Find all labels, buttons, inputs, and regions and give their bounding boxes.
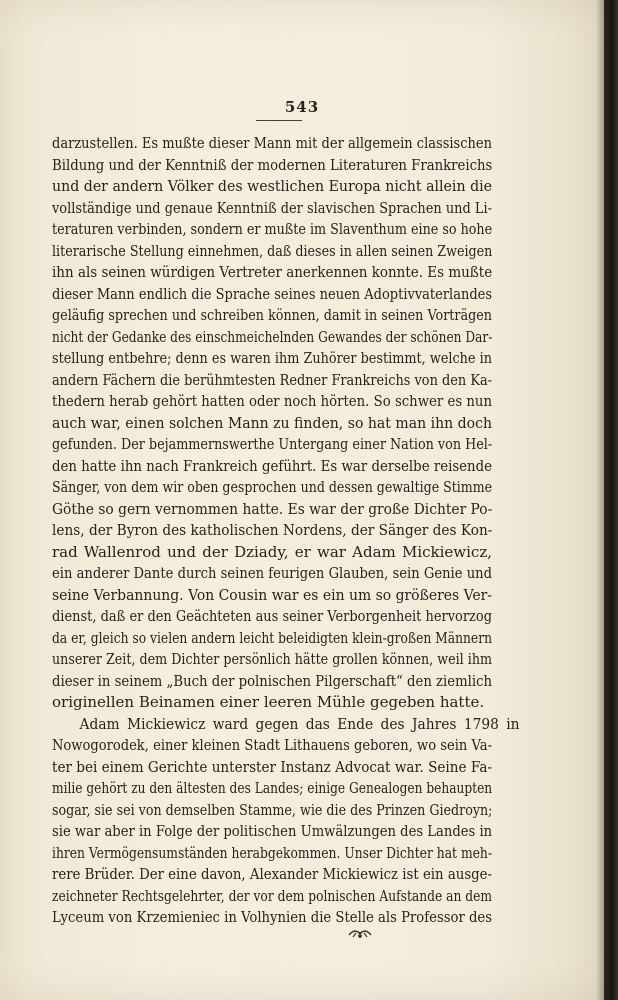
text-line: rad Wallenrod und der Dziady, er war Adam Mickiewicz, <box>52 542 492 561</box>
text-line: Sänger, von dem wir oben gesprochen und dessen gewaltige Stimme <box>52 478 492 496</box>
text-line: ihren Vermögensumständen herabgekommen. Unser Dichter hat meh- <box>52 843 492 862</box>
text-line: darzustellen. Es mußte dieser Mann mit der allgemein classischen <box>52 134 492 152</box>
text-line: seine Verbannung. Von Cousin war es ein um so größeres Ver- <box>52 585 492 604</box>
printer-ornament-icon <box>347 926 373 942</box>
text-line: vollständige und genaue Kenntniß der slavischen Sprachen und Li- <box>52 198 492 217</box>
text-line: und der andern Völker des westlichen Europa nicht allein die <box>52 177 492 195</box>
text-line: ein anderer Dante durch seinen feurigen Glauben, sein Genie und <box>52 564 492 582</box>
header-rule <box>256 120 302 121</box>
text-line: dieser in seinem „Buch der polnischen Pilgerschaft“ den ziemlich <box>52 671 492 690</box>
page-gutter-shadow <box>596 0 604 1000</box>
text-line: literarische Stellung einnehmen, daß dieses in allen seinen Zweigen <box>52 241 492 260</box>
book-edge <box>604 0 618 1000</box>
text-line: sogar, sie sei von demselben Stamme, wie die des Prinzen Giedroyn; <box>52 800 492 819</box>
text-line: Lyceum von Krzemieniec in Volhynien die Stelle als Professor des <box>52 908 492 926</box>
text-line: stellung entbehre; denn es waren ihm Zuhörer bestimmt, welche in <box>52 349 492 367</box>
text-line: ter bei einem Gerichte unterster Instanz Advocat war. Seine Fa- <box>52 757 492 776</box>
text-line: zeichneter Rechtsgelehrter, der vor dem polnischen Aufstande an dem <box>52 886 492 905</box>
text-line: Adam Mickiewicz ward gegen das Ende des Jahres 1798 in <box>79 714 520 733</box>
text-line: Bildung und der Kenntniß der modernen Literaturen Frankreichs <box>52 155 492 174</box>
text-line: den hatte ihn nach Frankreich geführt. Es war derselbe reisende <box>52 456 492 475</box>
text-line: auch war, einen solchen Mann zu finden, so hat man ihn doch <box>52 413 492 432</box>
text-line: geläufig sprechen und schreiben können, damit in seinen Vorträgen <box>52 306 492 324</box>
text-line: gefunden. Der bejammernswerthe Untergang einer Nation von Hel- <box>52 435 492 453</box>
text-line: ihn als seinen würdigen Vertreter anerkennen konnte. Es mußte <box>52 263 492 281</box>
text-line: andern Fächern die berühmtesten Redner Frankreichs von den Ka- <box>52 370 492 389</box>
text-line: Göthe so gern vernommen hatte. Es war der große Dichter Po- <box>52 499 492 518</box>
page-number: 543 <box>284 98 320 116</box>
text-line: nicht der Gedanke des einschmeichelnden Gewandes der schönen Dar- <box>52 327 492 346</box>
text-line: Nowogorodek, einer kleinen Stadt Lithauens geboren, wo sein Va- <box>52 736 492 754</box>
text-line: da er, gleich so vielen andern leicht beleidigten klein-großen Männern <box>52 628 492 647</box>
text-line: originellen Beinamen einer leeren Mühle gegeben hatte. <box>52 693 485 711</box>
text-line: dienst, daß er den Geächteten aus seiner Verborgenheit hervorzog <box>52 607 492 625</box>
text-line: lens, der Byron des katholischen Nordens, der Sänger des Kon- <box>52 521 492 539</box>
text-line: thedern herab gehört hatten oder noch hörten. So schwer es nun <box>52 392 492 410</box>
text-line: dieser Mann endlich die Sprache seines neuen Adoptivvaterlandes <box>52 284 492 303</box>
text-line: teraturen verbinden, sondern er mußte im Slaventhum eine so hohe <box>52 220 492 238</box>
text-line: milie gehört zu den ältesten des Landes; einige Genealogen behaupten <box>52 779 492 797</box>
body-text <box>52 133 520 929</box>
text-line: rere Brüder. Der eine davon, Alexander Mickiewicz ist ein ausge- <box>52 865 492 883</box>
text-line: sie war aber in Folge der politischen Umwälzungen des Landes in <box>52 822 492 840</box>
text-line: unserer Zeit, dem Dichter persönlich hätte grollen können, weil ihm <box>52 650 492 668</box>
